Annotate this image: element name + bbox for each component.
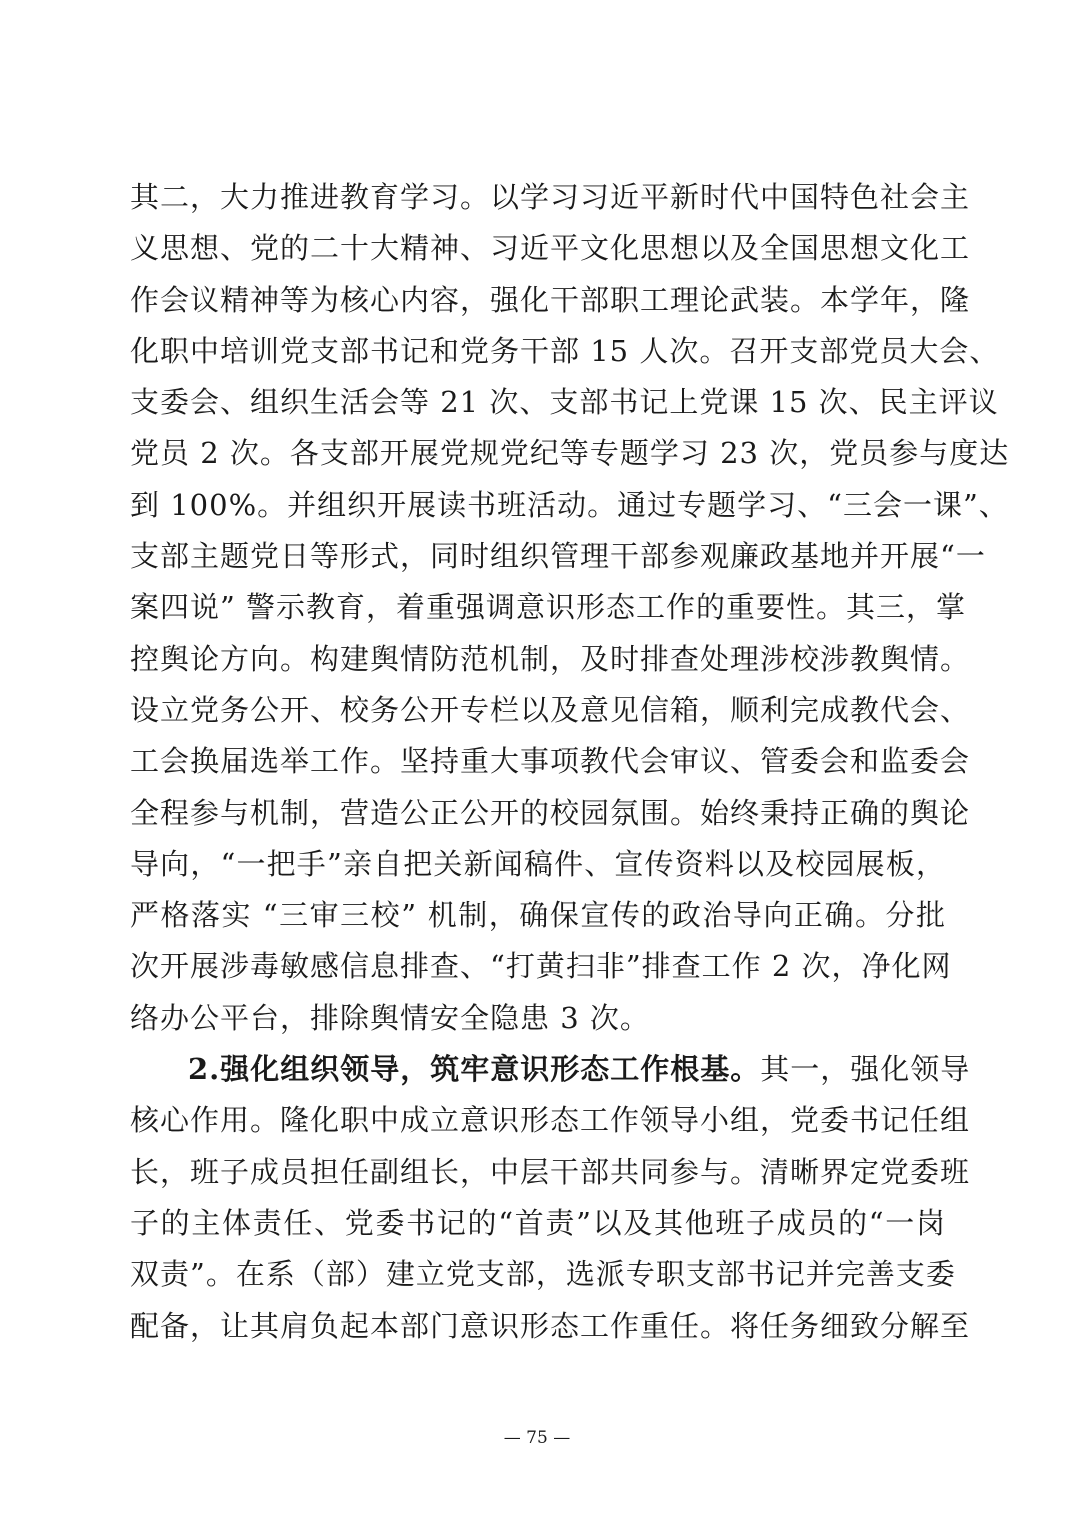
text-line: 双责”。在系（部）建立党支部，选派专职支部书记并完善支委 xyxy=(130,1257,956,1292)
text-line: 案四说” 警示教育，着重强调意识形态工作的重要性。其三，掌 xyxy=(130,590,967,625)
section-heading-line xyxy=(130,1044,971,1095)
text-line: 子的主体责任、党委书记的“首责”以及其他班子成员的“一岗 xyxy=(130,1205,946,1240)
text-line: 严格落实 “三审三校” 机制，确保宣传的政治导向正确。分批 xyxy=(130,898,946,933)
text-line: 核心作用。隆化职中成立意识形态工作领导小组，党委书记任组 xyxy=(130,1103,971,1138)
text-line: 到 100%。并组织开展读书班活动。通过专题学习、“三会一课”、 xyxy=(130,487,1009,522)
text-line: 长，班子成员担任副组长，中层干部共同参与。清晰界定党委班 xyxy=(130,1154,971,1189)
paragraph-organizational-leadership xyxy=(130,1044,971,1352)
text-line: 次开展涉毒敏感信息排查、“打黄扫非”排查工作 2 次，净化网 xyxy=(130,949,952,984)
text-line: 支委会、组织生活会等 21 次、支部书记上党课 15 次、民主评议 xyxy=(130,385,999,420)
heading-line-text: 其一，强化领导 xyxy=(760,1052,971,1087)
text-line: 支部主题党日等形式，同时组织管理干部参观廉政基地并开展“一 xyxy=(130,539,986,574)
text-line: 配备，让其肩负起本部门意识形态工作重任。将任务细致分解至 xyxy=(130,1308,971,1343)
text-line: 其二，大力推进教育学习。以学习习近平新时代中国特色社会主 xyxy=(130,180,971,214)
text-line: 控舆论方向。构建舆情防范机制，及时排查处理涉校涉教舆情。 xyxy=(130,641,971,676)
text-line: 义思想、党的二十大精神、习近平文化思想以及全国思想文化工 xyxy=(130,231,971,266)
body-text xyxy=(130,172,1010,1352)
text-line: 设立党务公开、校务公开专栏以及意见信箱，顺利完成教代会、 xyxy=(130,692,971,727)
text-line: 化职中培训党支部书记和党务干部 15 人次。召开支部党员大会、 xyxy=(130,333,1000,368)
section-heading: 2.强化组织领导，筑牢意识形态工作根基。 xyxy=(188,1052,761,1087)
text-line: 导向，“一把手”亲自把关新闻稿件、宣传资料以及校园展板， xyxy=(130,846,946,881)
text-line: 全程参与机制，营造公正公开的校园氛围。始终秉持正确的舆论 xyxy=(130,795,971,830)
text-line: 工会换届选举工作。坚持重大事项教代会审议、管委会和监委会 xyxy=(130,744,971,779)
page-number: — 75 — xyxy=(503,1428,571,1448)
text-line: 络办公平台，排除舆情安全隐患 3 次。 xyxy=(130,1000,650,1035)
paragraph-education-study xyxy=(130,172,1010,1044)
text-line: 作会议精神等为核心内容，强化干部职工理论武装。本学年，隆 xyxy=(130,282,971,317)
text-line: 党员 2 次。各支部开展党规党纪等专题学习 23 次，党员参与度达 xyxy=(130,436,1010,471)
